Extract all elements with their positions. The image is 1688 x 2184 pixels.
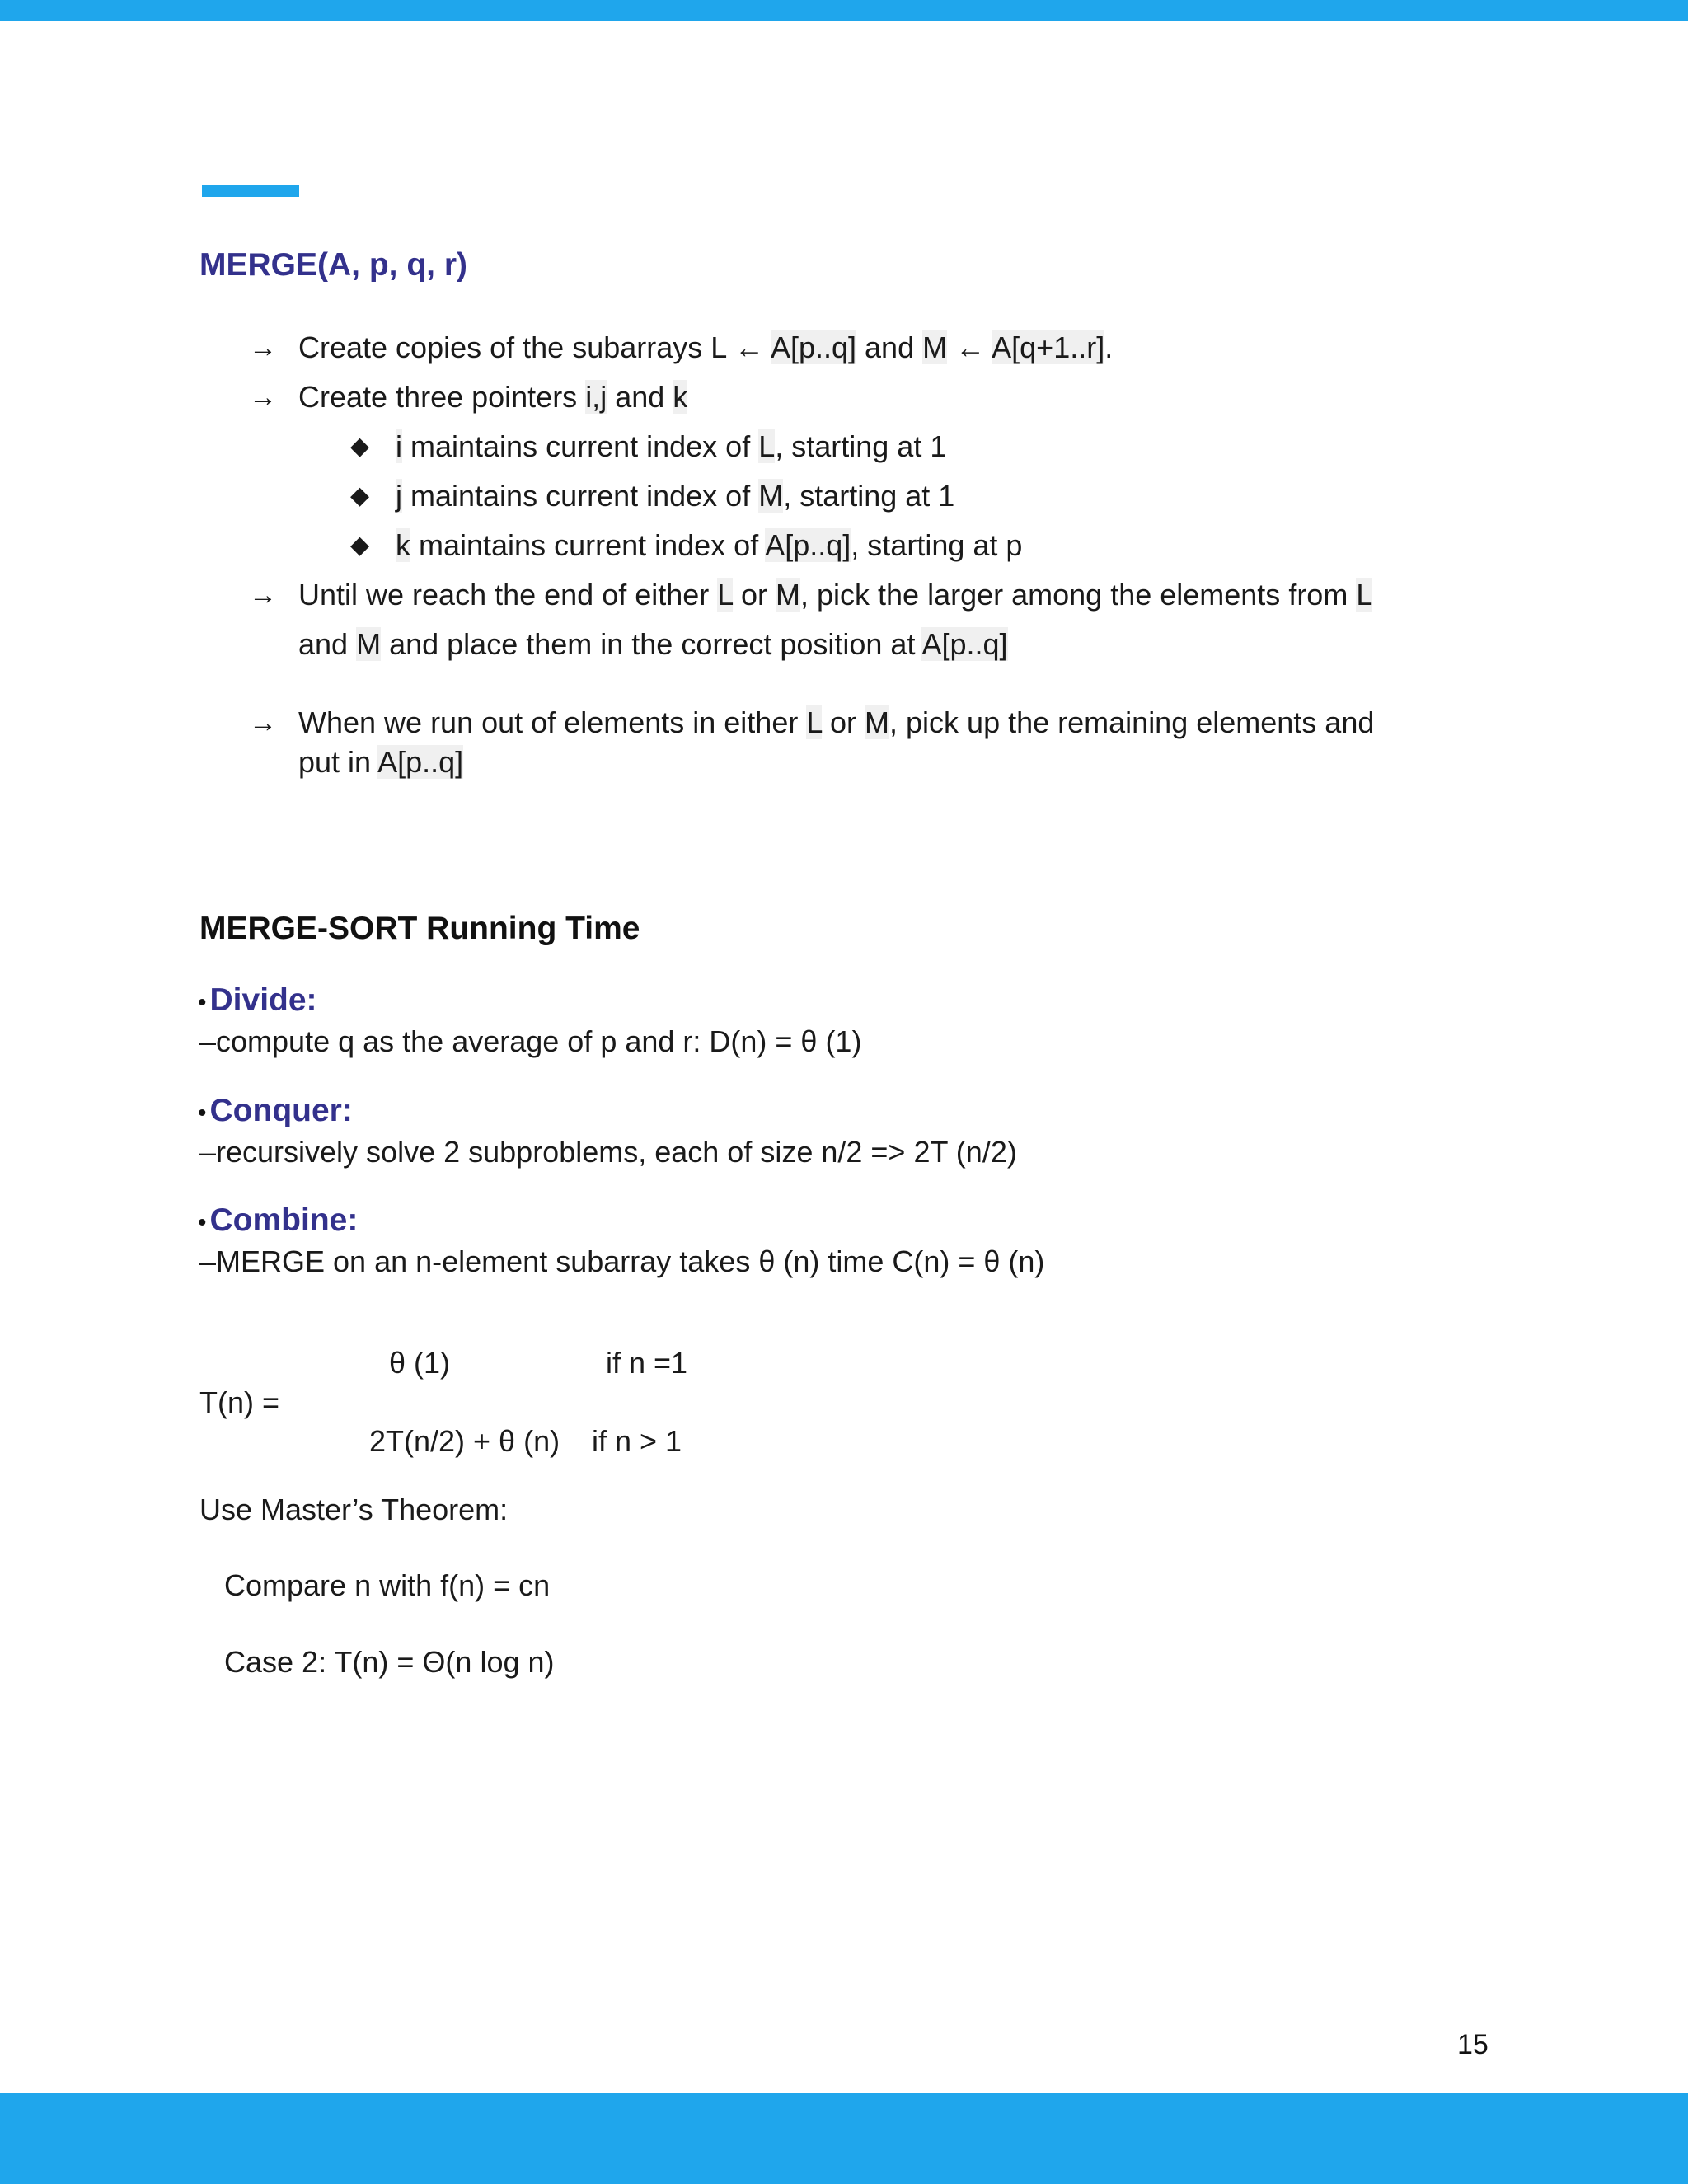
recurrence-case2-condition: if n > 1	[592, 1424, 682, 1458]
merge-title: MERGE(A, p, q, r)	[199, 247, 467, 283]
title-accent-line	[202, 185, 299, 197]
merge-step-compare-line2: and M and place them in the correct position at A[p..q]	[298, 627, 1008, 661]
diamond-bullet-icon: ◆	[350, 532, 370, 559]
arrow-bullet-icon: →	[249, 332, 277, 363]
pointer-j-desc: j maintains current index of M, starting at 1	[396, 479, 955, 513]
divide-heading: • Divide:	[198, 982, 317, 1018]
diamond-bullet-icon: ◆	[350, 482, 370, 509]
running-time-title: MERGE-SORT Running Time	[199, 911, 640, 946]
bottom-accent-bar	[0, 2093, 1688, 2184]
master-compare-text: Compare n with f(n) = cn	[224, 1568, 551, 1602]
conquer-text: –recursively solve 2 subproblems, each of size n/2 => 2T (n/2)	[199, 1135, 1017, 1169]
merge-step-remaining-line1: When we run out of elements in either L or M, pick up the remaining elements and	[298, 705, 1375, 739]
left-arrow-icon: ←	[955, 330, 986, 364]
pointer-k-desc: k maintains current index of A[p..q], starting at p	[396, 528, 1023, 562]
page-number: 15	[1457, 2029, 1489, 2060]
pointer-i-desc: i maintains current index of L, starting at 1	[396, 429, 947, 463]
merge-step-pointers: Create three pointers i,j and k	[298, 380, 688, 414]
combine-text: –MERGE on an n-element subarray takes θ (n) time C(n) = θ (n)	[199, 1244, 1045, 1278]
arrow-bullet-icon: →	[249, 382, 277, 413]
merge-step-copies: Create copies of the subarrays L ← A[p..q] and M ← A[q+1..r].	[298, 330, 1114, 364]
recurrence-case2-value: 2T(n/2) + θ (n)	[369, 1424, 560, 1458]
conquer-heading: • Conquer:	[198, 1093, 353, 1128]
arrow-bullet-icon: →	[249, 707, 277, 738]
recurrence-case1-value: θ (1)	[389, 1346, 451, 1380]
combine-heading: • Combine:	[198, 1202, 359, 1238]
arrow-bullet-icon: →	[249, 579, 277, 611]
master-theorem-heading: Use Master’s Theorem:	[199, 1493, 509, 1526]
diamond-bullet-icon: ◆	[350, 433, 370, 460]
merge-step-remaining-line2: put in A[p..q]	[298, 745, 464, 779]
left-arrow-icon: ←	[734, 330, 764, 364]
recurrence-case1-condition: if n =1	[606, 1346, 688, 1380]
master-case2-result: Case 2: T(n) = Θ(n log n)	[224, 1645, 555, 1679]
recurrence-lhs: T(n) =	[199, 1385, 280, 1419]
divide-text: –compute q as the average of p and r: D(n) = θ (1)	[199, 1024, 862, 1058]
merge-step-compare-line1: Until we reach the end of either L or M, pick the larger among the elements from L	[298, 578, 1373, 612]
top-accent-bar	[0, 0, 1688, 21]
